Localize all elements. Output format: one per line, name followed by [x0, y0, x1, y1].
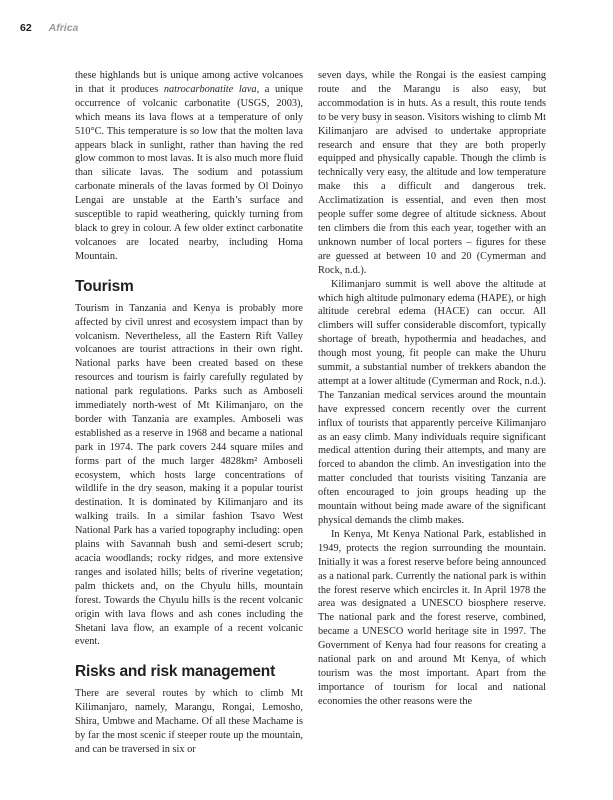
paragraph-kenya: In Kenya, Mt Kenya National Park, established in 1949, protects the region surrounding the mountain. Initially it was a forest reserve before being announced as a national park. Currently the national park is within the forest reserve which encircles it. In April 1978 the area was designated a UNESCO biosphere reserve. The national park and the forest reserve, combined, became a UNESCO world heritage site in 1997. The Government of Kenya had four reasons for creating a national park on and around Mt Kenya, of which tourism was the most important. Apart from the importance of tourism for local and national economies the other reasons were the	[318, 528, 546, 707]
left-column	[75, 69, 303, 757]
term-natrocarbonatite: natrocarbonatite lava	[163, 83, 257, 95]
paragraph-tourism: Tourism in Tanzania and Kenya is probably more affected by civil unrest and ecosystem impact than by volcanism. Nevertheless, all the Eastern Rift Valley volcanoes are tourist attractions in their own right. National parks have been created based on these resources and tourism is fairly carefully regulated by national park regulations. Parks such as Amboseli immediately north-west of Mt Kilimanjaro, on the border with Tanzania are examples. Amboseli was established as a reserve in 1968 and became a national park in 1974. The park covers 244 square miles and forms part of the much larger 4828km² Amboseli ecosystem, which hosts large concentrations of wildlife in the dry season, making it a popular tourist destination. It is dominated by Kilimanjaro and its walking trails. In a similar fashion Tsavo West National Park has a varied topography including: open plains with Savannah bush and semi-desert scrub; acacia woodlands; rocky ridges, and more extensive ranges and isolated hills; belts of riverine vegetation; palm thickets and, on the Chyulu hills, mountain forest. Towards the Chyulu hills is the recent volcanic origin with lava flows and ash cones including the Shetani lava flow, an example of a recent volcanic event.	[75, 302, 303, 648]
paragraph-carbonatite: these highlands but is unique among active volcanoes in that it produces natrocarbonatite lava, a unique occurrence of volcanic carbonatite (USGS, 2003), which means its lava flows at a temperature of only 510°C. This temperature is so low that the molten lava appears black in sunlight, rather than having the red glow common to most lavas. It is also much more fluid than silicate lavas. The sodium and potassium carbonate minerals of the lavas formed by Ol Doinyo Lengai are unstable at the Earth’s surface and susceptible to rapid weathering, quickly turning from black to grey in colour. A few older extinct carbonatite volcanoes are located nearby, including Homa Mountain.	[75, 70, 304, 262]
heading-tourism: Tourism	[75, 277, 134, 295]
paragraph-climbing: seven days, while the Rongai is the easiest camping route and the Marangu is also easy, but accommodation is in huts. As a result, this route tends to be very busy in season. Visitors wishing to climb Mt Kilimanjaro are advised to undertake appropriate research and ensure that they are both properly equipped and physically capable. Though the climb is technically very easy, the altitude and low temperature make this a difficult and dangerous trek. Acclimatization is essential, and even then most people suffer some degree of altitude sickness. About ten climbers die from this each year, together with an unknown number of local porters – figures for these are guessed at between 10 and 20 (Cymerman and Rock, n.d.).	[318, 70, 546, 276]
page-header	[20, 22, 78, 34]
right-column	[318, 69, 546, 709]
paragraph-routes: There are several routes by which to climb Mt Kilimanjaro, namely, Marangu, Rongai, Lemosho, Shira, Umbwe and Machame. Of all these Machame is by far the most scenic if steeper route up the mountain, and can be traversed in six or	[75, 688, 303, 755]
heading-risks: Risks and risk management	[75, 663, 276, 681]
running-title: Africa	[48, 22, 79, 34]
page-number: 62	[20, 22, 32, 34]
paragraph-altitude: Kilimanjaro summit is well above the altitude at which high altitude pulmonary edema (HAPE), or high altitude cerebral edema (HACE) can occur. All climbers will suffer considerable discomfort, typically shortage of breath, hypothermia and headaches, and though most young, fit people can make the Uhuru summit, a substantial number of trekkers abandon the attempt at a lower altitude (Cymerman and Rock, n.d.). The Tanzanian medical services around the mountain have expressed concern recently over the current influx of tourists that apparently perceive Kilimanjaro as an easy climb. Many individuals require significant medical attention during their attempts, and many are forced to abandon the climb. An investigation into the matter concluded that tourists visiting Tanzania are often encouraged to join groups heading up the mountain without being made aware of the significant physical demands the climb makes.	[318, 278, 546, 526]
